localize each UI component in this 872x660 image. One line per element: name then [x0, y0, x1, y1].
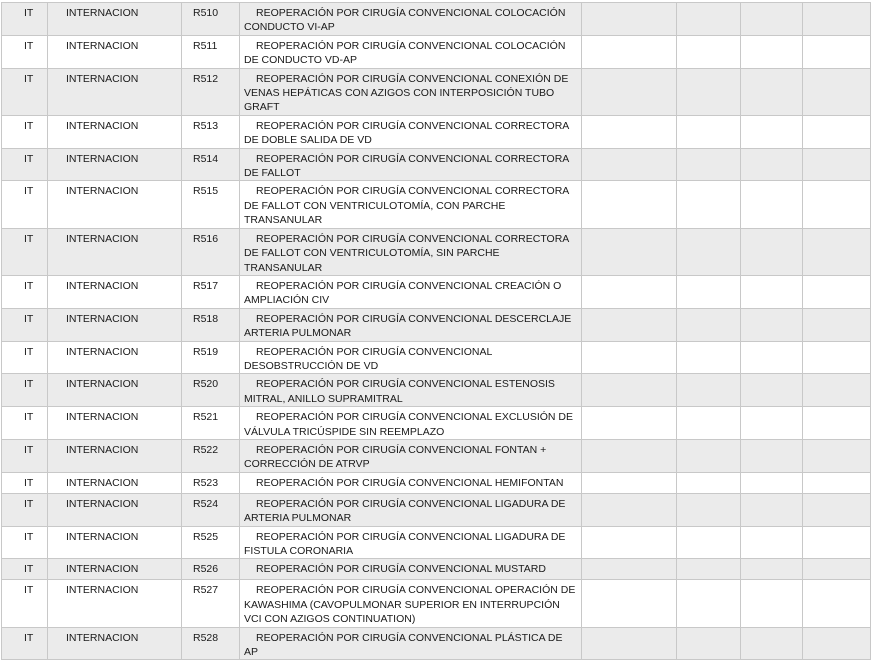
empty-cell [803, 35, 871, 68]
description-text: REOPERACIÓN POR CIRUGÍA CONVENCIONAL DESOBSTRUCCIÓN DE VD [244, 345, 492, 372]
procedure-table-body [2, 3, 871, 660]
type-cell: IT [2, 35, 48, 68]
table-row [2, 148, 871, 181]
area-cell: INTERNACION [48, 115, 182, 148]
empty-cell [677, 308, 741, 341]
description-text: REOPERACIÓN POR CIRUGÍA CONVENCIONAL CONEXIÓN DE VENAS HEPÁTICAS CON AZIGOS CON INTERPOSICIÓN TUBO GRAFT [244, 72, 569, 114]
empty-cell [582, 559, 677, 580]
description-cell [240, 308, 582, 341]
code-cell: R513 [182, 115, 240, 148]
table-row [2, 493, 871, 526]
area-cell: INTERNACION [48, 627, 182, 660]
type-cell: IT [2, 580, 48, 627]
empty-cell [677, 35, 741, 68]
type-cell: IT [2, 308, 48, 341]
empty-cell [803, 627, 871, 660]
empty-cell [741, 341, 803, 374]
description-cell [240, 526, 582, 559]
empty-cell [803, 148, 871, 181]
empty-cell [582, 439, 677, 472]
empty-cell [677, 3, 741, 36]
description-cell [240, 580, 582, 627]
table-row [2, 68, 871, 115]
type-cell: IT [2, 472, 48, 493]
empty-cell [803, 559, 871, 580]
empty-cell [677, 407, 741, 440]
code-cell: R517 [182, 275, 240, 308]
table-row [2, 407, 871, 440]
description-cell [240, 275, 582, 308]
empty-cell [677, 148, 741, 181]
code-cell: R516 [182, 228, 240, 275]
empty-cell [677, 493, 741, 526]
table-row [2, 3, 871, 36]
code-cell: R520 [182, 374, 240, 407]
area-cell: INTERNACION [48, 439, 182, 472]
empty-cell [741, 627, 803, 660]
code-cell: R518 [182, 308, 240, 341]
area-cell: INTERNACION [48, 181, 182, 228]
empty-cell [803, 341, 871, 374]
code-cell: R523 [182, 472, 240, 493]
code-cell: R514 [182, 148, 240, 181]
empty-cell [582, 407, 677, 440]
code-cell: R526 [182, 559, 240, 580]
description-text: REOPERACIÓN POR CIRUGÍA CONVENCIONAL CORRECTORA DE FALLOT [244, 152, 569, 180]
empty-cell [741, 580, 803, 627]
empty-cell [741, 3, 803, 36]
table-row [2, 472, 871, 493]
empty-cell [803, 374, 871, 407]
description-cell [240, 68, 582, 115]
table-row [2, 439, 871, 472]
table-row [2, 308, 871, 341]
empty-cell [582, 308, 677, 341]
empty-cell [582, 228, 677, 275]
area-cell: INTERNACION [48, 472, 182, 493]
empty-cell [803, 275, 871, 308]
area-cell: INTERNACION [48, 308, 182, 341]
table-row [2, 627, 871, 660]
area-cell: INTERNACION [48, 526, 182, 559]
description-text: REOPERACIÓN POR CIRUGÍA CONVENCIONAL FONTAN + CORRECCIÓN DE ATRVP [244, 443, 547, 471]
empty-cell [741, 228, 803, 275]
code-cell: R510 [182, 3, 240, 36]
type-cell: IT [2, 181, 48, 228]
description-text: REOPERACIÓN POR CIRUGÍA CONVENCIONAL CORRECTORA DE FALLOT CON VENTRICULOTOMÍA, SIN PARCHE TRANSANULAR [244, 232, 569, 274]
description-text: REOPERACIÓN POR CIRUGÍA CONVENCIONAL HEMIFONTAN [256, 476, 564, 489]
table-row [2, 35, 871, 68]
code-cell: R527 [182, 580, 240, 627]
description-text: REOPERACIÓN POR CIRUGÍA CONVENCIONAL CREACIÓN O AMPLIACIÓN CIV [244, 279, 562, 307]
description-text: REOPERACIÓN POR CIRUGÍA CONVENCIONAL PLÁSTICA DE AP [244, 631, 563, 659]
area-cell: INTERNACION [48, 407, 182, 440]
area-cell: INTERNACION [48, 374, 182, 407]
empty-cell [741, 68, 803, 115]
empty-cell [803, 68, 871, 115]
area-cell: INTERNACION [48, 580, 182, 627]
empty-cell [677, 580, 741, 627]
empty-cell [582, 68, 677, 115]
area-cell: INTERNACION [48, 35, 182, 68]
description-cell [240, 493, 582, 526]
type-cell: IT [2, 374, 48, 407]
empty-cell [677, 439, 741, 472]
description-text: REOPERACIÓN POR CIRUGÍA CONVENCIONAL DESCERCLAJE ARTERIA PULMONAR [244, 312, 572, 340]
empty-cell [677, 115, 741, 148]
empty-cell [677, 275, 741, 308]
empty-cell [741, 181, 803, 228]
description-text: REOPERACIÓN POR CIRUGÍA CONVENCIONAL OPERACIÓN DE KAWASHIMA (CAVOPULMONAR SUPERIOR EN INTERRUPCIÓN VCI CON AZIGOS CONTINUATION) [244, 584, 576, 626]
description-cell [240, 181, 582, 228]
description-cell [240, 228, 582, 275]
description-text: REOPERACIÓN POR CIRUGÍA CONVENCIONAL EXCLUSIÓN DE VÁLVULA TRICÚSPIDE SIN REEMPLAZO [244, 411, 574, 438]
empty-cell [677, 627, 741, 660]
procedure-table [1, 2, 871, 660]
table-row [2, 341, 871, 374]
empty-cell [803, 580, 871, 627]
type-cell: IT [2, 526, 48, 559]
description-text: REOPERACIÓN POR CIRUGÍA CONVENCIONAL CORRECTORA DE FALLOT CON VENTRICULOTOMÍA, CON PARCHE TRANSANULAR [244, 185, 569, 227]
area-cell: INTERNACION [48, 68, 182, 115]
empty-cell [582, 35, 677, 68]
area-cell: INTERNACION [48, 493, 182, 526]
area-cell: INTERNACION [48, 559, 182, 580]
empty-cell [803, 407, 871, 440]
empty-cell [741, 275, 803, 308]
description-cell [240, 407, 582, 440]
empty-cell [582, 275, 677, 308]
description-text: REOPERACIÓN POR CIRUGÍA CONVENCIONAL COLOCACIÓN DE CONDUCTO VD-AP [244, 39, 566, 67]
empty-cell [741, 493, 803, 526]
table-row [2, 374, 871, 407]
empty-cell [582, 148, 677, 181]
table-row [2, 559, 871, 580]
area-cell: INTERNACION [48, 228, 182, 275]
code-cell: R521 [182, 407, 240, 440]
description-text: REOPERACIÓN POR CIRUGÍA CONVENCIONAL LIGADURA DE FISTULA CORONARIA [244, 530, 566, 557]
empty-cell [582, 493, 677, 526]
empty-cell [677, 68, 741, 115]
empty-cell [741, 472, 803, 493]
type-cell: IT [2, 115, 48, 148]
description-cell [240, 472, 582, 493]
empty-cell [677, 559, 741, 580]
area-cell: INTERNACION [48, 275, 182, 308]
empty-cell [582, 181, 677, 228]
code-cell: R519 [182, 341, 240, 374]
empty-cell [741, 308, 803, 341]
empty-cell [741, 526, 803, 559]
empty-cell [803, 181, 871, 228]
type-cell: IT [2, 439, 48, 472]
description-cell [240, 148, 582, 181]
type-cell: IT [2, 148, 48, 181]
empty-cell [741, 374, 803, 407]
empty-cell [582, 3, 677, 36]
type-cell: IT [2, 627, 48, 660]
empty-cell [582, 580, 677, 627]
description-cell [240, 35, 582, 68]
area-cell: INTERNACION [48, 3, 182, 36]
type-cell: IT [2, 493, 48, 526]
empty-cell [803, 3, 871, 36]
empty-cell [582, 627, 677, 660]
empty-cell [803, 308, 871, 341]
empty-cell [741, 35, 803, 68]
type-cell: IT [2, 228, 48, 275]
table-row [2, 580, 871, 627]
empty-cell [677, 181, 741, 228]
code-cell: R524 [182, 493, 240, 526]
code-cell: R525 [182, 526, 240, 559]
empty-cell [741, 407, 803, 440]
empty-cell [803, 526, 871, 559]
description-cell [240, 374, 582, 407]
empty-cell [582, 374, 677, 407]
empty-cell [582, 526, 677, 559]
table-row [2, 115, 871, 148]
description-cell [240, 439, 582, 472]
empty-cell [677, 228, 741, 275]
description-cell [240, 115, 582, 148]
type-cell: IT [2, 3, 48, 36]
empty-cell [741, 148, 803, 181]
empty-cell [741, 115, 803, 148]
empty-cell [677, 341, 741, 374]
description-text: REOPERACIÓN POR CIRUGÍA CONVENCIONAL LIGADURA DE ARTERIA PULMONAR [244, 497, 566, 525]
empty-cell [677, 374, 741, 407]
empty-cell [741, 439, 803, 472]
description-cell [240, 627, 582, 660]
empty-cell [677, 472, 741, 493]
code-cell: R522 [182, 439, 240, 472]
area-cell: INTERNACION [48, 341, 182, 374]
empty-cell [803, 472, 871, 493]
code-cell: R511 [182, 35, 240, 68]
code-cell: R528 [182, 627, 240, 660]
type-cell: IT [2, 68, 48, 115]
description-text: REOPERACIÓN POR CIRUGÍA CONVENCIONAL MUSTARD [256, 563, 546, 576]
table-row [2, 181, 871, 228]
table-row [2, 275, 871, 308]
code-cell: R515 [182, 181, 240, 228]
description-cell [240, 3, 582, 36]
description-cell [240, 341, 582, 374]
empty-cell [803, 115, 871, 148]
empty-cell [803, 439, 871, 472]
type-cell: IT [2, 275, 48, 308]
table-row [2, 228, 871, 275]
empty-cell [677, 526, 741, 559]
description-text: REOPERACIÓN POR CIRUGÍA CONVENCIONAL CORRECTORA DE DOBLE SALIDA DE VD [244, 119, 569, 147]
empty-cell [803, 228, 871, 275]
code-cell: R512 [182, 68, 240, 115]
type-cell: IT [2, 341, 48, 374]
empty-cell [741, 559, 803, 580]
empty-cell [803, 493, 871, 526]
description-cell [240, 559, 582, 580]
type-cell: IT [2, 559, 48, 580]
empty-cell [582, 341, 677, 374]
area-cell: INTERNACION [48, 148, 182, 181]
description-text: REOPERACIÓN POR CIRUGÍA CONVENCIONAL COLOCACIÓN CONDUCTO VI-AP [244, 7, 566, 34]
empty-cell [582, 472, 677, 493]
description-text: REOPERACIÓN POR CIRUGÍA CONVENCIONAL ESTENOSIS MITRAL, ANILLO SUPRAMITRAL [244, 378, 555, 405]
empty-cell [582, 115, 677, 148]
table-row [2, 526, 871, 559]
type-cell: IT [2, 407, 48, 440]
